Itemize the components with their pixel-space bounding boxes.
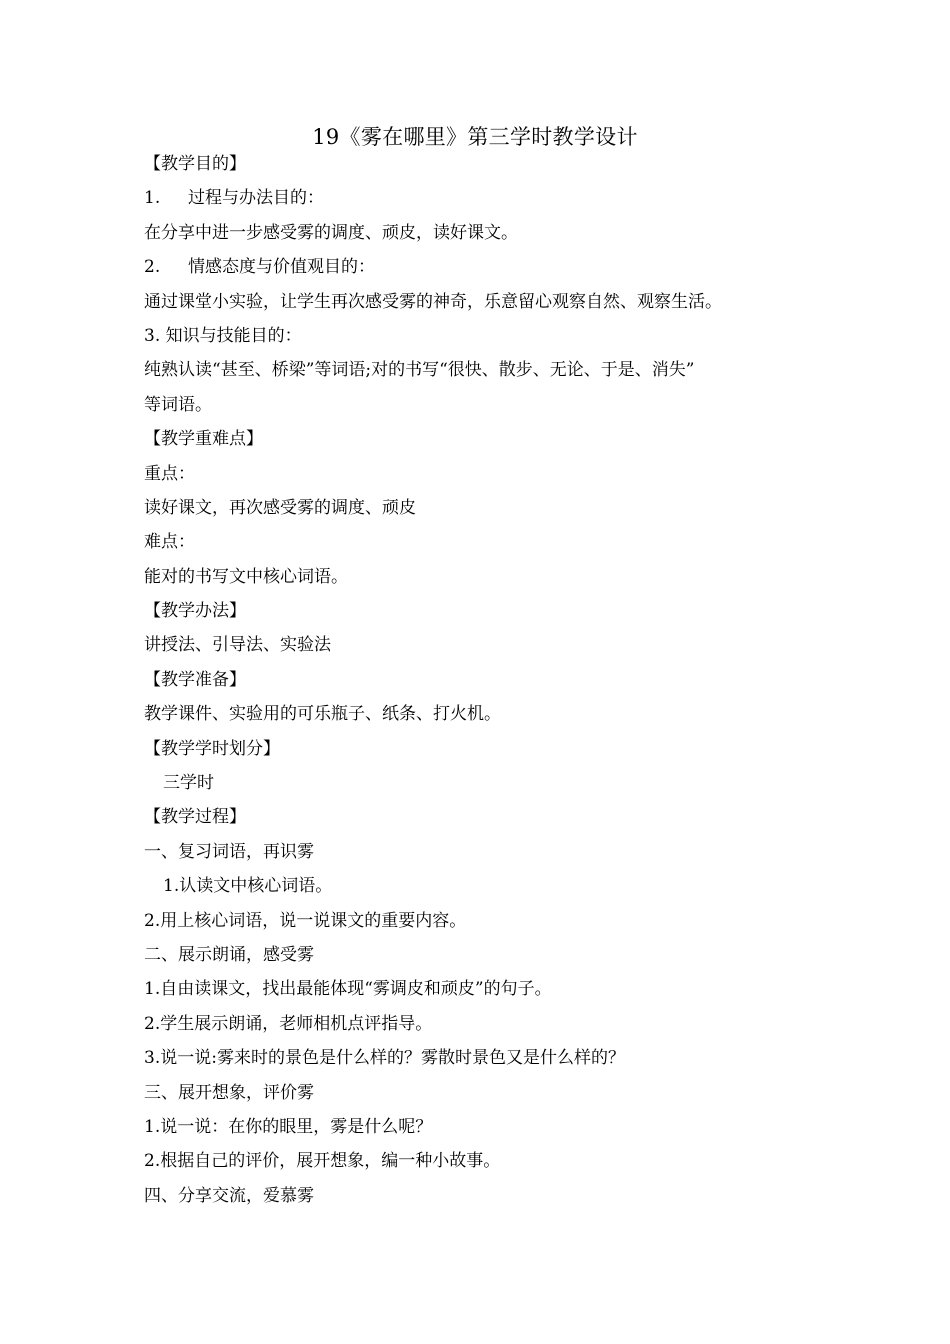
text-line (144, 181, 824, 215)
line-text: 在分享中进一步感受雾的调度、顽皮，读好课文。 (144, 222, 518, 243)
line-text: 读好课文，再次感受雾的调度、顽皮 (144, 497, 416, 518)
line-text: 【教学办法】 (144, 601, 246, 622)
text-line (144, 319, 824, 353)
document-title: 19《雾在哪里》第三学时教学设计 (312, 125, 638, 149)
text-line (144, 560, 824, 594)
text-line (144, 1144, 824, 1178)
text-line (144, 1007, 824, 1041)
line-text: 1.自由读课文，找出最能体现“雾调皮和顽皮”的句子。 (144, 979, 552, 1000)
line-text: 过程与办法目的： (188, 188, 324, 209)
line-text: 四、分享交流，爱慕雾 (144, 1185, 314, 1206)
text-line (144, 353, 824, 387)
text-line (144, 147, 824, 181)
line-text: 2.根据自己的评价，展开想象，编一种小故事。 (144, 1151, 501, 1172)
text-line (144, 766, 824, 800)
line-text: 【教学重难点】 (144, 429, 263, 450)
line-text: 【教学准备】 (144, 669, 246, 690)
text-line (144, 285, 824, 319)
line-text: 二、展示朗诵，感受雾 (144, 944, 314, 965)
text-line (144, 422, 824, 456)
text-line (144, 628, 824, 662)
text-line (144, 216, 824, 250)
text-line (144, 663, 824, 697)
line-text: 重点： (144, 463, 195, 484)
text-line (144, 732, 824, 766)
text-line (144, 457, 824, 491)
line-text: 1.认读文中核心词语。 (163, 876, 333, 897)
line-text: 【教学目的】 (144, 154, 246, 174)
text-line (144, 525, 824, 559)
line-text: 三、展开想象，评价雾 (144, 1082, 314, 1103)
document-body (144, 147, 824, 1213)
line-text: 【教学过程】 (144, 807, 246, 828)
text-line (144, 972, 824, 1006)
line-text: 一、复习词语，再识雾 (144, 841, 314, 862)
line-text: 2.用上核心词语，说一说课文的重要内容。 (144, 910, 467, 931)
list-number: 2. (144, 257, 161, 278)
line-text: 教学课件、实验用的可乐瓶子、纸条、打火机。 (144, 704, 501, 725)
text-line (144, 1110, 824, 1144)
text-line (144, 388, 824, 422)
line-text: 1.说一说：在你的眼里，雾是什么呢？ (144, 1116, 433, 1137)
line-text: 3.说一说:雾来时的景色是什么样的？雾散时景色又是什么样的？ (144, 1048, 625, 1069)
text-line (144, 869, 824, 903)
line-text: 能对的书写文中核心词语。 (144, 566, 348, 587)
text-line (144, 491, 824, 525)
text-line (144, 1179, 824, 1213)
text-line (144, 594, 824, 628)
text-line (144, 1076, 824, 1110)
list-number: 1. (144, 188, 161, 209)
line-text: 情感态度与价值观目的： (188, 257, 375, 278)
text-line (144, 835, 824, 869)
line-text: 3. 知识与技能目的： (144, 325, 302, 346)
line-text: 2.学生展示朗诵，老师相机点评指导。 (144, 1013, 433, 1034)
text-line (144, 800, 824, 834)
text-line (144, 697, 824, 731)
line-text: 三学时 (163, 773, 214, 794)
text-line (144, 1041, 824, 1075)
line-text: 【教学学时划分】 (144, 738, 280, 759)
line-text: 纯熟认读“甚至、桥梁”等词语;对的书写“很快、散步、无论、于是、消失” (144, 360, 695, 381)
line-text: 等词语。 (144, 394, 212, 415)
text-line (144, 904, 824, 938)
text-line (144, 250, 824, 284)
text-line (144, 938, 824, 972)
line-text: 讲授法、引导法、实验法 (144, 635, 331, 656)
line-text: 难点： (144, 532, 195, 553)
line-text: 通过课堂小实验，让学生再次感受雾的神奇，乐意留心观察自然、观察生活。 (144, 291, 722, 312)
